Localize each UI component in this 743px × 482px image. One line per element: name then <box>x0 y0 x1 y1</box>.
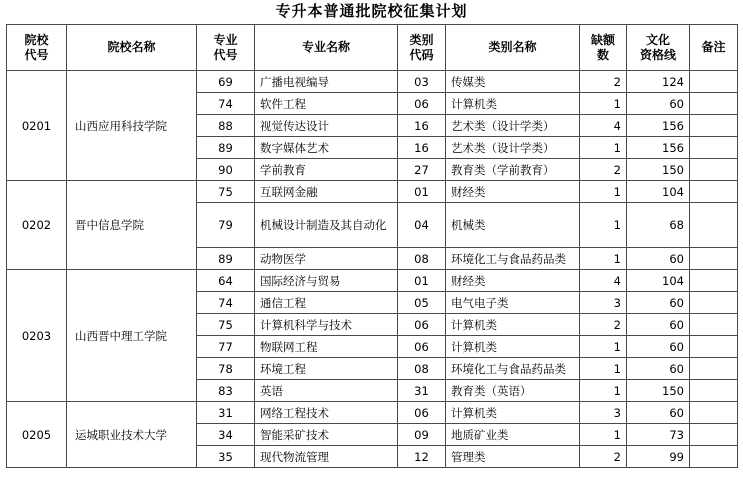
score-line-cell: 60 <box>627 336 690 358</box>
category-name-cell: 计算机类 <box>446 402 580 424</box>
major-name-cell: 现代物流管理 <box>255 446 398 468</box>
header-score-line: 文化 资格线 <box>627 25 690 71</box>
table-row <box>7 71 738 93</box>
major-name-cell: 互联网金融 <box>255 181 398 203</box>
major-name-cell: 网络工程技术 <box>255 402 398 424</box>
category-code-cell: 01 <box>398 181 446 203</box>
major-name-cell: 视觉传达设计 <box>255 115 398 137</box>
score-line-cell: 156 <box>627 115 690 137</box>
major-name-cell: 英语 <box>255 380 398 402</box>
category-name-cell: 环境化工与食品药品类 <box>446 358 580 380</box>
major-name-cell: 数字媒体艺术 <box>255 137 398 159</box>
header-school-code: 院校 代号 <box>7 25 67 71</box>
school-name-cell: 晋中信息学院 <box>67 181 197 270</box>
major-name-cell: 智能采矿技术 <box>255 424 398 446</box>
remarks-cell <box>690 137 738 159</box>
vacancy-cell: 4 <box>580 270 627 292</box>
header-school-name: 院校名称 <box>67 25 197 71</box>
category-code-cell: 12 <box>398 446 446 468</box>
score-line-cell: 60 <box>627 358 690 380</box>
vacancy-cell: 1 <box>580 358 627 380</box>
score-line-cell: 150 <box>627 380 690 402</box>
vacancy-cell: 2 <box>580 71 627 93</box>
major-name-cell: 环境工程 <box>255 358 398 380</box>
remarks-cell <box>690 402 738 424</box>
score-line-cell: 60 <box>627 93 690 115</box>
vacancy-cell: 1 <box>580 380 627 402</box>
major-code-cell: 31 <box>197 402 255 424</box>
header-remarks: 备注 <box>690 25 738 71</box>
remarks-cell <box>690 314 738 336</box>
category-name-cell: 传媒类 <box>446 71 580 93</box>
vacancy-cell: 3 <box>580 292 627 314</box>
score-line-cell: 68 <box>627 203 690 248</box>
category-code-cell: 05 <box>398 292 446 314</box>
major-code-cell: 74 <box>197 292 255 314</box>
category-name-cell: 财经类 <box>446 181 580 203</box>
remarks-cell <box>690 292 738 314</box>
remarks-cell <box>690 446 738 468</box>
vacancy-cell: 3 <box>580 402 627 424</box>
category-name-cell: 计算机类 <box>446 336 580 358</box>
remarks-cell <box>690 424 738 446</box>
remarks-cell <box>690 248 738 270</box>
header-major-code: 专业 代号 <box>197 25 255 71</box>
category-code-cell: 09 <box>398 424 446 446</box>
header-category-name: 类别名称 <box>446 25 580 71</box>
major-name-cell: 国际经济与贸易 <box>255 270 398 292</box>
score-line-cell: 156 <box>627 137 690 159</box>
major-name-cell: 计算机科学与技术 <box>255 314 398 336</box>
category-code-cell: 01 <box>398 270 446 292</box>
major-name-cell: 学前教育 <box>255 159 398 181</box>
score-line-cell: 73 <box>627 424 690 446</box>
major-code-cell: 69 <box>197 71 255 93</box>
major-code-cell: 90 <box>197 159 255 181</box>
school-name-cell: 山西应用科技学院 <box>67 71 197 181</box>
category-code-cell: 06 <box>398 402 446 424</box>
table-row <box>7 402 738 424</box>
vacancy-cell: 1 <box>580 424 627 446</box>
score-line-cell: 150 <box>627 159 690 181</box>
score-line-cell: 60 <box>627 248 690 270</box>
category-code-cell: 06 <box>398 93 446 115</box>
school-code-cell: 0201 <box>7 71 67 181</box>
category-name-cell: 艺术类（设计学类） <box>446 137 580 159</box>
page-title: 专升本普通批院校征集计划 <box>275 2 468 20</box>
school-code-cell: 0203 <box>7 270 67 402</box>
category-code-cell: 04 <box>398 203 446 248</box>
category-name-cell: 管理类 <box>446 446 580 468</box>
major-code-cell: 79 <box>197 203 255 248</box>
category-name-cell: 教育类（学前教育） <box>446 159 580 181</box>
vacancy-cell: 1 <box>580 203 627 248</box>
vacancy-cell: 1 <box>580 181 627 203</box>
category-code-cell: 16 <box>398 137 446 159</box>
vacancy-cell: 1 <box>580 248 627 270</box>
school-code-cell: 0202 <box>7 181 67 270</box>
vacancy-cell: 1 <box>580 137 627 159</box>
school-code-cell: 0205 <box>7 402 67 468</box>
score-line-cell: 60 <box>627 402 690 424</box>
major-code-cell: 83 <box>197 380 255 402</box>
category-name-cell: 环境化工与食品药品类 <box>446 248 580 270</box>
vacancy-cell: 1 <box>580 336 627 358</box>
table-header-row <box>7 25 738 71</box>
school-name-cell: 山西晋中理工学院 <box>67 270 197 402</box>
category-name-cell: 地质矿业类 <box>446 424 580 446</box>
major-name-cell: 软件工程 <box>255 93 398 115</box>
category-code-cell: 03 <box>398 71 446 93</box>
major-code-cell: 89 <box>197 137 255 159</box>
remarks-cell <box>690 358 738 380</box>
remarks-cell <box>690 336 738 358</box>
vacancy-cell: 2 <box>580 159 627 181</box>
score-line-cell: 60 <box>627 292 690 314</box>
category-code-cell: 16 <box>398 115 446 137</box>
score-line-cell: 104 <box>627 181 690 203</box>
major-code-cell: 35 <box>197 446 255 468</box>
major-code-cell: 64 <box>197 270 255 292</box>
major-code-cell: 89 <box>197 248 255 270</box>
major-code-cell: 78 <box>197 358 255 380</box>
vacancy-cell: 2 <box>580 446 627 468</box>
major-code-cell: 88 <box>197 115 255 137</box>
major-name-cell: 广播电视编导 <box>255 71 398 93</box>
category-name-cell: 艺术类（设计学类） <box>446 115 580 137</box>
category-code-cell: 08 <box>398 358 446 380</box>
category-code-cell: 27 <box>398 159 446 181</box>
remarks-cell <box>690 115 738 137</box>
category-name-cell: 电气电子类 <box>446 292 580 314</box>
header-category-code: 类别 代码 <box>398 25 446 71</box>
score-line-cell: 104 <box>627 270 690 292</box>
remarks-cell <box>690 93 738 115</box>
remarks-cell <box>690 181 738 203</box>
category-name-cell: 财经类 <box>446 270 580 292</box>
vacancy-cell: 4 <box>580 115 627 137</box>
score-line-cell: 60 <box>627 314 690 336</box>
vacancy-cell: 2 <box>580 314 627 336</box>
major-code-cell: 74 <box>197 93 255 115</box>
remarks-cell <box>690 159 738 181</box>
major-name-cell: 物联网工程 <box>255 336 398 358</box>
major-code-cell: 34 <box>197 424 255 446</box>
major-name-cell: 通信工程 <box>255 292 398 314</box>
major-name-cell: 机械设计制造及其自动化 <box>255 203 398 248</box>
header-vacancies: 缺额 数 <box>580 25 627 71</box>
remarks-cell <box>690 380 738 402</box>
enrollment-plan-table <box>6 24 738 468</box>
table-row <box>7 270 738 292</box>
category-code-cell: 06 <box>398 336 446 358</box>
category-name-cell: 计算机类 <box>446 314 580 336</box>
score-line-cell: 99 <box>627 446 690 468</box>
major-code-cell: 75 <box>197 181 255 203</box>
category-code-cell: 31 <box>398 380 446 402</box>
major-code-cell: 77 <box>197 336 255 358</box>
category-name-cell: 机械类 <box>446 203 580 248</box>
remarks-cell <box>690 203 738 248</box>
major-code-cell: 75 <box>197 314 255 336</box>
vacancy-cell: 1 <box>580 93 627 115</box>
remarks-cell <box>690 270 738 292</box>
school-name-cell: 运城职业技术大学 <box>67 402 197 468</box>
header-major-name: 专业名称 <box>255 25 398 71</box>
category-code-cell: 06 <box>398 314 446 336</box>
category-name-cell: 计算机类 <box>446 93 580 115</box>
remarks-cell <box>690 71 738 93</box>
table-row <box>7 181 738 203</box>
major-name-cell: 动物医学 <box>255 248 398 270</box>
category-code-cell: 08 <box>398 248 446 270</box>
score-line-cell: 124 <box>627 71 690 93</box>
category-name-cell: 教育类（英语） <box>446 380 580 402</box>
